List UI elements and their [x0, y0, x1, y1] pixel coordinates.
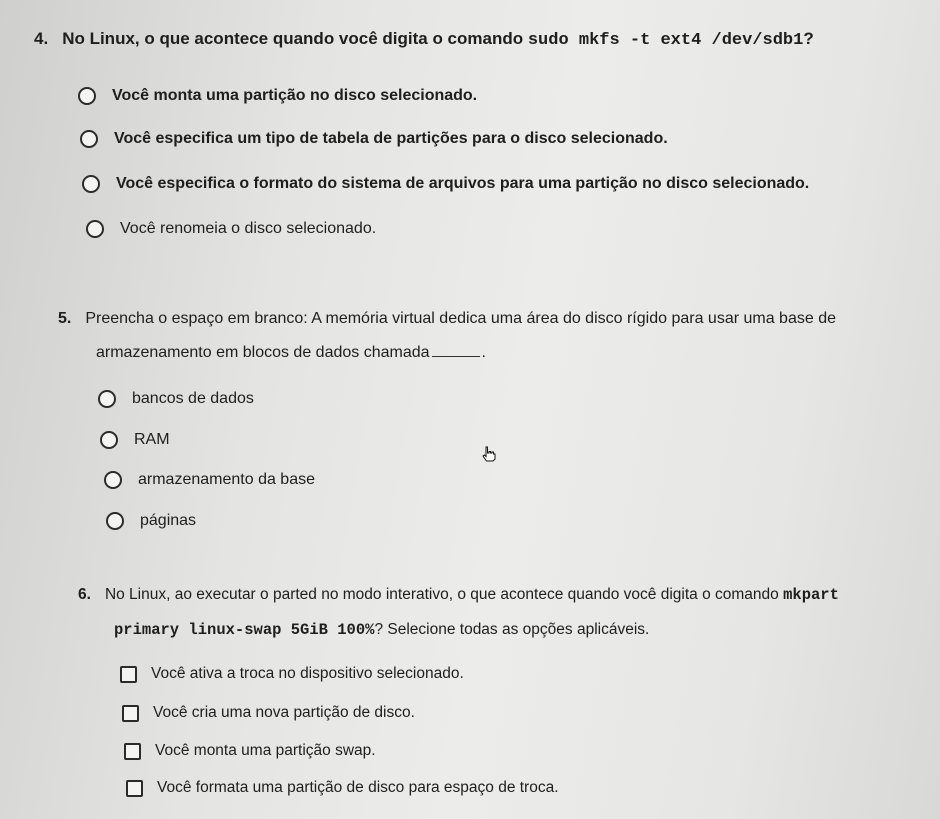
question-4-option-1[interactable]	[78, 87, 477, 105]
radio-button[interactable]	[98, 390, 116, 408]
question-4-text-end: ?	[803, 29, 814, 48]
question-5-option-2[interactable]	[100, 431, 170, 449]
radio-button[interactable]	[80, 130, 98, 148]
option-label: Você monta uma partição swap.	[155, 742, 376, 759]
question-6-option-1[interactable]	[120, 665, 464, 683]
question-5-option-3[interactable]	[104, 471, 315, 489]
option-label: Você especifica o formato do sistema de arquivos para uma partição no disco selecionado.	[116, 175, 810, 192]
fill-in-blank	[432, 356, 480, 357]
question-6-text-end: ? Selecione todas as opções aplicáveis.	[374, 621, 650, 638]
question-4-command: sudo mkfs -t ext4 /dev/sdb1	[527, 31, 804, 50]
question-5-option-4[interactable]	[106, 512, 196, 530]
question-4-option-2[interactable]	[80, 130, 668, 148]
question-6-title-line-2	[114, 619, 649, 641]
question-6-title	[78, 584, 839, 606]
question-4-option-3[interactable]	[82, 175, 809, 193]
option-label: Você monta uma partição no disco selecionado.	[112, 87, 478, 104]
option-label: páginas	[140, 512, 197, 529]
question-4-option-4[interactable]	[86, 220, 376, 238]
option-label: Você formata uma partição de disco para espaço de troca.	[157, 779, 559, 796]
option-label: bancos de dados	[132, 390, 254, 407]
question-6-command-part-1: mkpart	[783, 586, 839, 604]
radio-button[interactable]	[106, 512, 124, 530]
checkbox[interactable]	[126, 780, 143, 797]
question-5-option-1[interactable]	[98, 390, 254, 408]
option-label: armazenamento da base	[138, 471, 315, 488]
question-5-title	[58, 308, 836, 330]
question-4-title	[34, 28, 814, 52]
question-6-option-3[interactable]	[124, 742, 376, 760]
question-5-number: 5.	[58, 310, 72, 327]
option-label: Você renomeia o disco selecionado.	[120, 220, 377, 237]
option-label: Você cria uma nova partição de disco.	[153, 704, 415, 721]
question-6-command-part-2: primary linux-swap 5GiB 100%	[114, 621, 375, 639]
checkbox[interactable]	[120, 666, 137, 683]
question-5-text: Preencha o espaço em branco: A memória virtual dedica uma área do disco rígido para usar uma base de	[85, 310, 836, 327]
option-label: Você ativa a troca no dispositivo selecionado.	[151, 665, 464, 682]
question-6-option-4[interactable]	[126, 779, 559, 797]
checkbox[interactable]	[122, 705, 139, 722]
question-5-text-end: .	[481, 344, 486, 361]
radio-button[interactable]	[104, 471, 122, 489]
option-label: RAM	[134, 431, 170, 448]
radio-button[interactable]	[86, 220, 104, 238]
checkbox[interactable]	[124, 743, 141, 760]
question-6-option-2[interactable]	[122, 704, 415, 722]
question-4-number: 4.	[34, 29, 49, 48]
question-5-text-2: armazenamento em blocos de dados chamada	[96, 344, 430, 361]
question-4-text: No Linux, o que acontece quando você digita o comando	[62, 29, 528, 48]
question-6-text: No Linux, ao executar o parted no modo interativo, o que acontece quando você digita o comando	[104, 586, 784, 603]
question-6-number: 6.	[78, 586, 91, 603]
radio-button[interactable]	[82, 175, 100, 193]
question-5-title-line-2	[96, 342, 486, 364]
option-label: Você especifica um tipo de tabela de partições para o disco selecionado.	[114, 130, 668, 147]
radio-button[interactable]	[100, 431, 118, 449]
radio-button[interactable]	[78, 87, 96, 105]
hand-pointer-icon	[482, 446, 496, 462]
